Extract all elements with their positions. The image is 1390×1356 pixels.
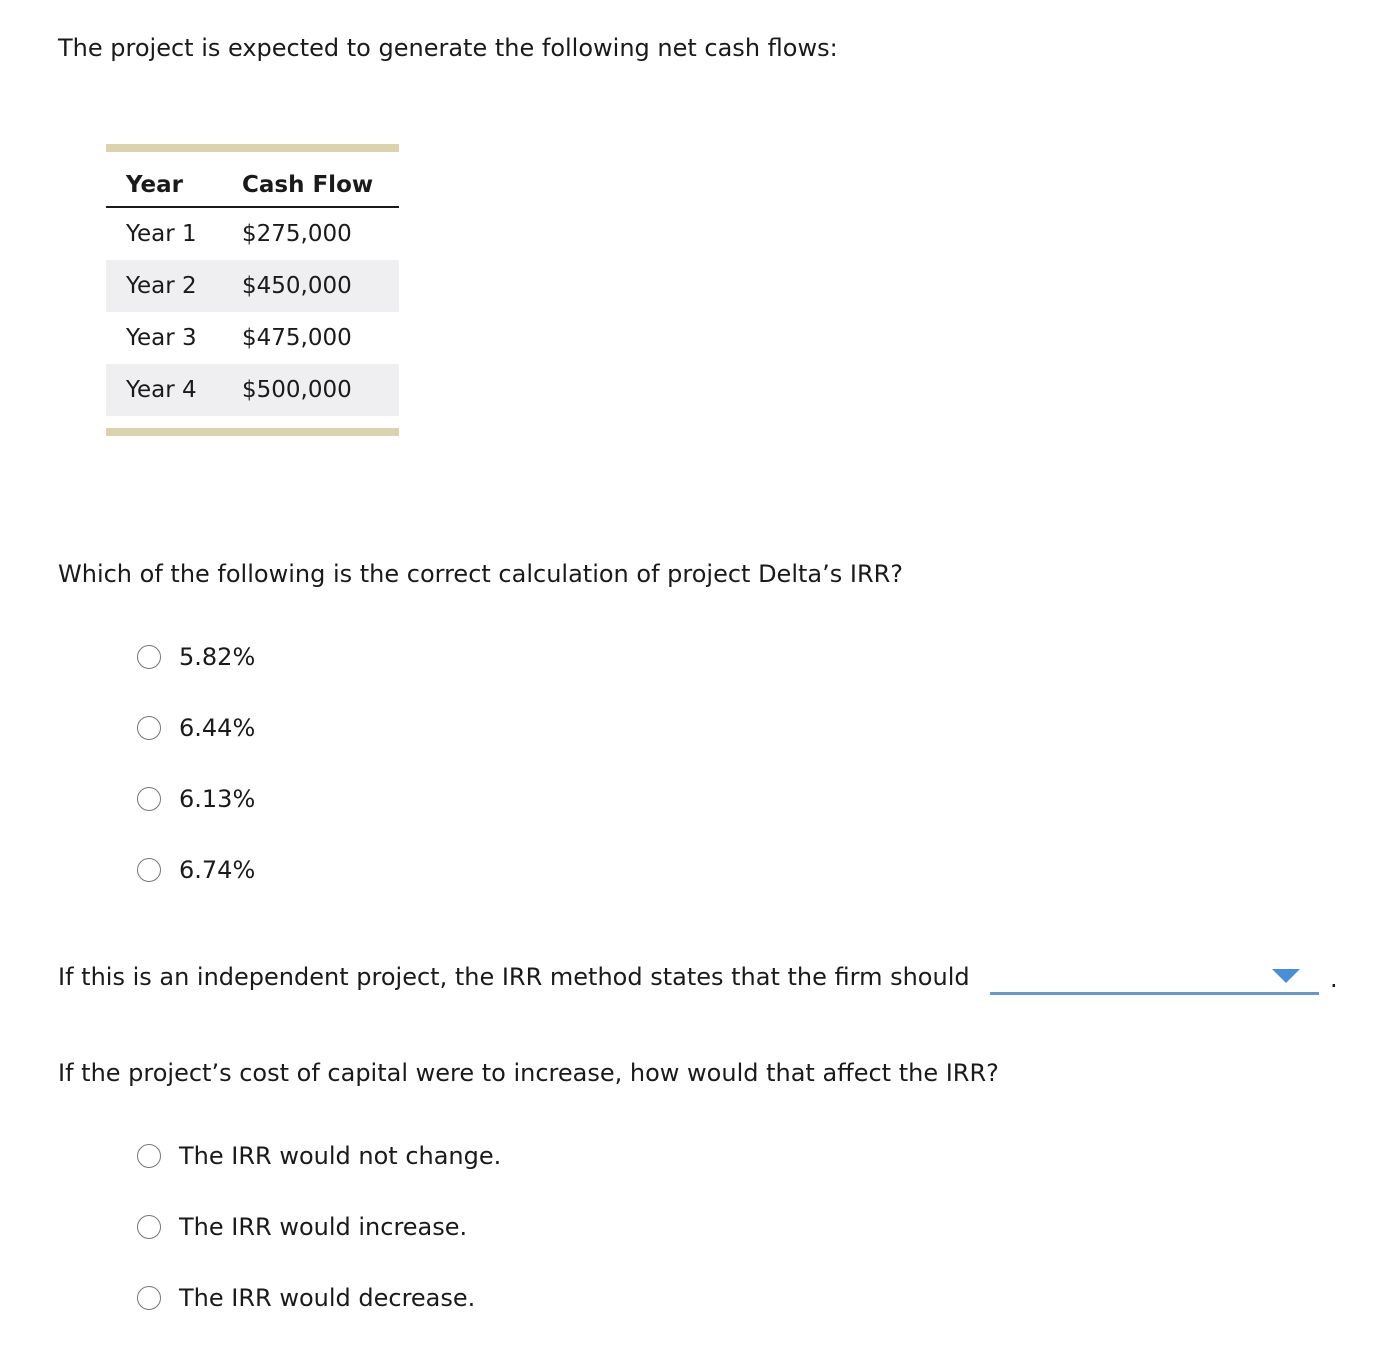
irr-option[interactable]: [137, 713, 255, 743]
option-label: The IRR would increase.: [179, 1213, 468, 1241]
row-year: Year 4: [126, 377, 197, 403]
table-row: [106, 312, 399, 364]
table-row: [106, 208, 399, 260]
option-label: The IRR would decrease.: [179, 1284, 476, 1312]
option-label: 6.13%: [179, 785, 256, 813]
radio-button[interactable]: [137, 1144, 161, 1168]
irr-option[interactable]: [137, 642, 255, 672]
radio-button[interactable]: [137, 1215, 161, 1239]
effect-option[interactable]: [137, 1141, 501, 1171]
radio-button[interactable]: [137, 787, 161, 811]
effect-options: [137, 1141, 501, 1354]
chevron-down-icon[interactable]: [1272, 969, 1300, 983]
option-label: The IRR would not change.: [179, 1142, 502, 1170]
radio-button[interactable]: [137, 645, 161, 669]
cost-of-capital-question: If the project’s cost of capital were to increase, how would that affect the IRR?: [58, 1059, 999, 1087]
row-cash-flow: $475,000: [242, 325, 352, 351]
irr-question: Which of the following is the correct calculation of project Delta’s IRR?: [58, 560, 904, 588]
table-row: [106, 364, 399, 416]
option-label: 5.82%: [179, 643, 256, 671]
table-top-rule: [106, 144, 399, 152]
row-year: Year 2: [126, 273, 197, 299]
table-header-row: [106, 152, 399, 208]
radio-button[interactable]: [137, 858, 161, 882]
radio-button[interactable]: [137, 716, 161, 740]
intro-text: The project is expected to generate the following net cash flows:: [58, 34, 838, 62]
header-cash-flow: Cash Flow: [242, 172, 374, 198]
row-year: Year 3: [126, 325, 197, 351]
row-cash-flow: $450,000: [242, 273, 352, 299]
table-row: [106, 260, 399, 312]
row-year: Year 1: [126, 221, 197, 247]
radio-button[interactable]: [137, 1286, 161, 1310]
effect-option[interactable]: [137, 1283, 501, 1313]
table-bottom-rule: [106, 428, 399, 436]
independent-project-question: If this is an independent project, the IRR method states that the firm should: [58, 963, 970, 991]
option-label: 6.44%: [179, 714, 256, 742]
irr-option[interactable]: [137, 855, 255, 885]
cash-flow-table: [106, 144, 399, 436]
effect-option[interactable]: [137, 1212, 501, 1242]
header-year: Year: [126, 172, 184, 198]
row-cash-flow: $275,000: [242, 221, 352, 247]
irr-option[interactable]: [137, 784, 255, 814]
sentence-period: .: [1330, 965, 1338, 993]
irr-options: [137, 642, 255, 926]
option-label: 6.74%: [179, 856, 256, 884]
row-cash-flow: $500,000: [242, 377, 352, 403]
decision-dropdown[interactable]: [990, 963, 1319, 995]
